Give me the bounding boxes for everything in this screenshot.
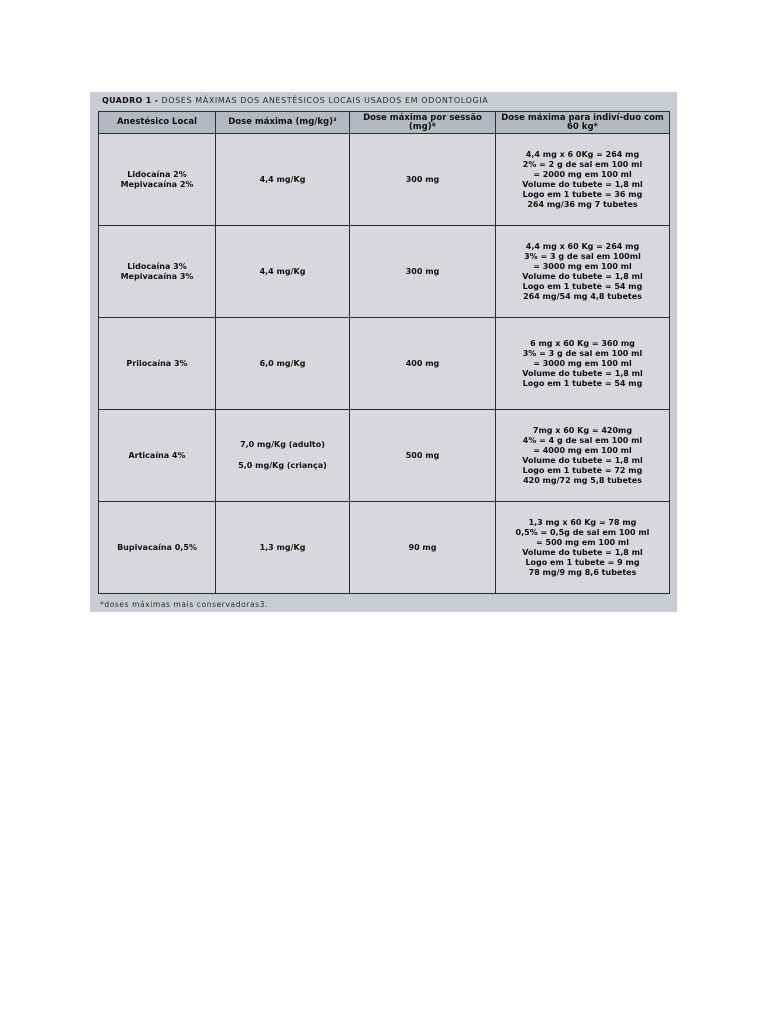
cell-dose-kg bbox=[216, 134, 350, 226]
caption-label: QUADRO 1 - bbox=[102, 96, 159, 105]
table-row bbox=[99, 410, 670, 502]
calculo-line: Volume do tubete = 1,8 ml bbox=[522, 368, 643, 378]
cell-dose-kg bbox=[216, 226, 350, 318]
table-row bbox=[99, 134, 670, 226]
calculo-line: 4,4 mg x 6 0Kg = 264 mg bbox=[525, 149, 640, 159]
anestesico-name: Lidocaína 3% bbox=[127, 261, 187, 271]
dose-kg-value: 1,3 mg/Kg bbox=[259, 542, 306, 552]
calculo-line: Logo em 1 tubete = 54 mg bbox=[522, 281, 643, 291]
cell-dose-sessao: 300 mg bbox=[350, 226, 496, 318]
cell-anestesico bbox=[99, 318, 216, 410]
calculo-line: 3% = 3 g de sal em 100ml bbox=[524, 251, 641, 261]
table-footnote: *doses máximas mais conservadoras3. bbox=[100, 600, 269, 609]
cell-anestesico bbox=[99, 226, 216, 318]
dose-kg-value: 4,4 mg/Kg bbox=[259, 174, 306, 184]
anestesico-name: Prilocaína 3% bbox=[126, 358, 188, 368]
dose-kg-value: 7,0 mg/Kg (adulto) bbox=[240, 440, 325, 449]
calculo-line: Volume do tubete = 1,8 ml bbox=[522, 179, 643, 189]
calculo-line: = 3000 mg em 100 ml bbox=[533, 261, 632, 271]
calculo-line: 4% = 4 g de sal em 100 ml bbox=[522, 435, 643, 445]
doses-table bbox=[98, 111, 670, 594]
anestesico-name: Mepivacaína 2% bbox=[120, 179, 194, 189]
calculo-line: = 3000 mg em 100 ml bbox=[533, 358, 632, 368]
calculo-line: Volume do tubete = 1,8 ml bbox=[522, 271, 643, 281]
calculo-line: 0,5% = 0,5g de sal em 100 ml bbox=[515, 527, 650, 537]
cell-calculo bbox=[496, 410, 670, 502]
calculo-line: 2% = 2 g de sal em 100 ml bbox=[522, 159, 643, 169]
anestesico-name: Articaína 4% bbox=[128, 450, 186, 460]
calculo-line: 1,3 mg x 60 Kg = 78 mg bbox=[528, 517, 637, 527]
calculo-line: 4,4 mg x 60 Kg = 264 mg bbox=[525, 241, 640, 251]
calculo-line: Logo em 1 tubete = 9 mg bbox=[525, 557, 640, 567]
table-figure bbox=[90, 92, 677, 612]
calculo-line: Volume do tubete = 1,8 ml bbox=[522, 547, 643, 557]
anestesico-name: Lidocaína 2% bbox=[127, 169, 187, 179]
table-row bbox=[99, 502, 670, 594]
table-caption bbox=[102, 96, 488, 105]
cell-anestesico bbox=[99, 134, 216, 226]
header-dose-sessao: Dose máxima por sessão (mg)* bbox=[350, 112, 496, 134]
header-anestesico: Anestésico Local bbox=[99, 112, 216, 134]
table-row bbox=[99, 226, 670, 318]
calculo-line: 420 mg/72 mg 5,8 tubetes bbox=[523, 475, 642, 485]
table-row bbox=[99, 318, 670, 410]
cell-calculo bbox=[496, 226, 670, 318]
cell-dose-kg bbox=[216, 410, 350, 502]
dose-kg-value: 4,4 mg/Kg bbox=[259, 266, 306, 276]
calculo-line: = 2000 mg em 100 ml bbox=[533, 169, 632, 179]
calculo-line: 6 mg x 60 Kg = 360 mg bbox=[530, 338, 635, 348]
calculo-line: = 4000 mg em 100 ml bbox=[533, 445, 632, 455]
cell-dose-sessao: 300 mg bbox=[350, 134, 496, 226]
calculo-line: 7mg x 60 Kg = 420mg bbox=[532, 425, 633, 435]
cell-calculo bbox=[496, 134, 670, 226]
header-dose-60kg: Dose máxima para indiví-duo com 60 kg* bbox=[496, 112, 670, 134]
header-dose-kg: Dose máxima (mg/kg)³ bbox=[216, 112, 350, 134]
cell-anestesico bbox=[99, 502, 216, 594]
dose-kg-value: 6,0 mg/Kg bbox=[259, 358, 306, 368]
cell-dose-kg bbox=[216, 318, 350, 410]
calculo-line: = 500 mg em 100 ml bbox=[536, 537, 629, 547]
cell-dose-sessao: 500 mg bbox=[350, 410, 496, 502]
caption-text: DOSES MÁXIMAS DOS ANESTÉSICOS LOCAIS USADOS EM ODONTOLOGIA bbox=[161, 96, 489, 105]
calculo-line: Logo em 1 tubete = 72 mg bbox=[522, 465, 643, 475]
cell-dose-sessao: 90 mg bbox=[350, 502, 496, 594]
calculo-line: 78 mg/9 mg 8,6 tubetes bbox=[528, 567, 637, 577]
anestesico-name: Bupivacaína 0,5% bbox=[117, 542, 197, 552]
calculo-line: 3% = 3 g de sal em 100 ml bbox=[522, 348, 643, 358]
calculo-line: Logo em 1 tubete = 54 mg bbox=[522, 378, 643, 388]
cell-anestesico bbox=[99, 410, 216, 502]
cell-calculo bbox=[496, 318, 670, 410]
table-header-row bbox=[99, 112, 670, 134]
cell-dose-kg bbox=[216, 502, 350, 594]
calculo-line: Logo em 1 tubete = 36 mg bbox=[522, 189, 643, 199]
calculo-line: Volume do tubete = 1,8 ml bbox=[522, 455, 643, 465]
cell-calculo bbox=[496, 502, 670, 594]
anestesico-name: Mepivacaína 3% bbox=[120, 271, 194, 281]
dose-kg-value: 5,0 mg/Kg (criança) bbox=[238, 461, 327, 470]
calculo-line: 264 mg/36 mg 7 tubetes bbox=[527, 199, 638, 209]
calculo-line: 264 mg/54 mg 4,8 tubetes bbox=[523, 291, 642, 301]
cell-dose-sessao: 400 mg bbox=[350, 318, 496, 410]
